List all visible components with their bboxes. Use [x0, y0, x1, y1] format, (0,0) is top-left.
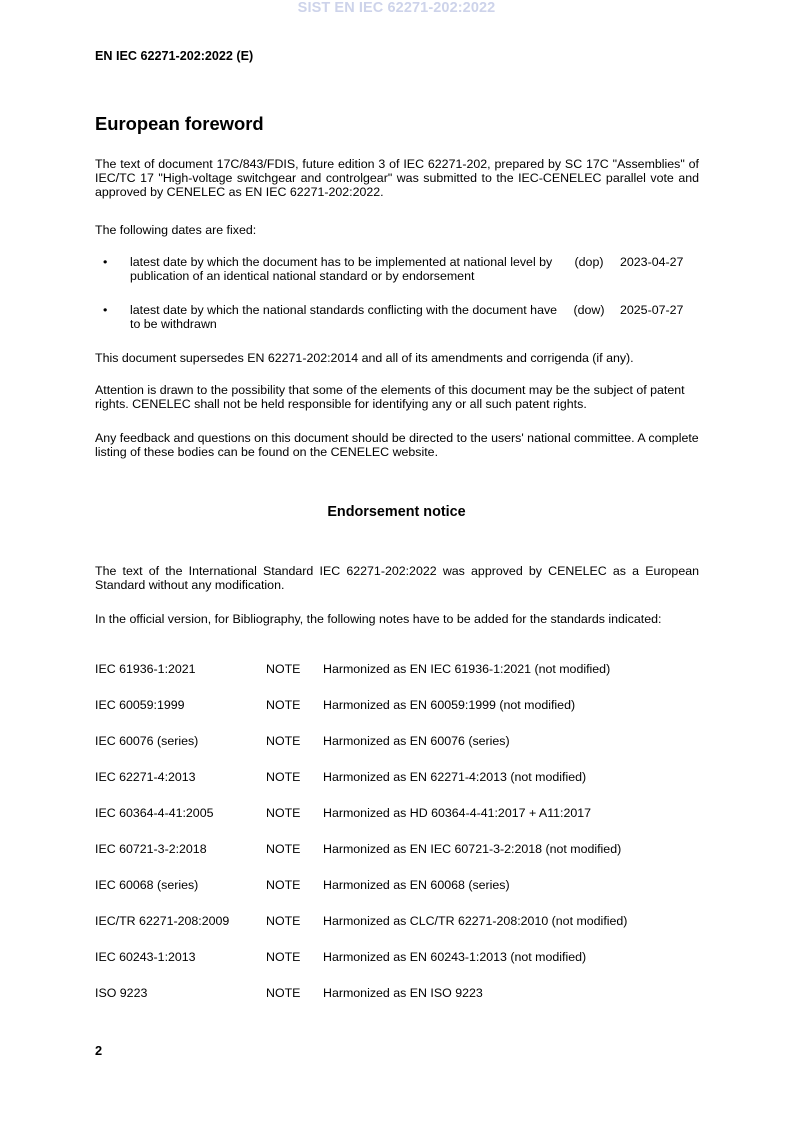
note-standard: IEC 62271-4:2013 [95, 770, 196, 784]
note-text: Harmonized as EN 60076 (series) [323, 734, 510, 748]
note-text: Harmonized as EN 60059:1999 (not modified) [323, 698, 576, 712]
note-standard: IEC 60721-3-2:2018 [95, 842, 207, 856]
note-row [95, 734, 699, 750]
date-item-text: latest date by which the document has to be implemented at national level by publication of an identical national standard or by endorsement [130, 255, 553, 283]
note-label: NOTE [266, 842, 301, 856]
note-standard: IEC/TR 62271-208:2009 [95, 914, 230, 928]
note-standard: IEC 60076 (series) [95, 734, 199, 748]
date-item-dow [95, 303, 699, 335]
bibliography-intro: In the official version, for Bibliography, the following notes have to be added for the standards indicated: [95, 612, 662, 626]
note-text: Harmonized as EN ISO 9223 [323, 986, 483, 1000]
note-standard: IEC 60068 (series) [95, 878, 199, 892]
note-label: NOTE [266, 986, 301, 1000]
note-standard: IEC 60364-4-41:2005 [95, 806, 214, 820]
bullet-icon: • [103, 255, 108, 269]
note-text: Harmonized as CLC/TR 62271-208:2010 (not modified) [323, 914, 628, 928]
note-row [95, 878, 699, 894]
date-item-dop [95, 255, 699, 287]
note-label: NOTE [266, 914, 301, 928]
note-row [95, 842, 699, 858]
date-item-text: latest date by which the national standards conflicting with the document have to be withdrawn [130, 303, 558, 331]
feedback-paragraph: Any feedback and questions on this document should be directed to the users' national committee. A complete listing of these bodies can be found on the CENELEC website. [95, 431, 699, 459]
note-standard: IEC 60059:1999 [95, 698, 185, 712]
document-id-header: EN IEC 62271-202:2022 (E) [95, 49, 254, 63]
watermark-text: SIST EN IEC 62271-202:2022 [297, 0, 496, 16]
supersedes-paragraph: This document supersedes EN 62271-202:2014 and all of its amendments and corrigenda (if any). [95, 351, 634, 365]
note-label: NOTE [266, 950, 301, 964]
note-row [95, 806, 699, 822]
note-label: NOTE [266, 770, 301, 784]
note-row [95, 950, 699, 966]
date-item-code: (dop) [574, 255, 604, 269]
endorsement-title: Endorsement notice [327, 504, 466, 520]
note-row [95, 662, 699, 678]
note-text: Harmonized as EN 60243-1:2013 (not modified) [323, 950, 587, 964]
note-standard: IEC 61936-1:2021 [95, 662, 196, 676]
note-text: Harmonized as EN IEC 60721-3-2:2018 (not modified) [323, 842, 622, 856]
note-text: Harmonized as EN IEC 61936-1:2021 (not modified) [323, 662, 611, 676]
page-title: European foreword [95, 113, 264, 134]
note-label: NOTE [266, 662, 301, 676]
note-text: Harmonized as HD 60364-4-41:2017 + A11:2017 [323, 806, 592, 820]
date-item-date: 2025-07-27 [620, 303, 684, 317]
page-number: 2 [95, 1043, 103, 1058]
note-row [95, 986, 699, 1002]
date-item-date: 2023-04-27 [620, 255, 684, 269]
note-label: NOTE [266, 878, 301, 892]
patent-paragraph: Attention is drawn to the possibility that some of the elements of this document may be the subject of patent rights. CENELEC shall not be held responsible for identifying any or all such patent rights. [95, 383, 685, 411]
note-row [95, 698, 699, 714]
note-row [95, 914, 699, 930]
date-item-code: (dow) [573, 303, 605, 317]
note-text: Harmonized as EN 62271-4:2013 (not modified) [323, 770, 587, 784]
note-label: NOTE [266, 806, 301, 820]
endorsement-paragraph: The text of the International Standard IEC 62271-202:2022 was approved by CENELEC as a European Standard without any modification. [95, 564, 699, 592]
note-standard: IEC 60243-1:2013 [95, 950, 196, 964]
note-label: NOTE [266, 698, 301, 712]
note-text: Harmonized as EN 60068 (series) [323, 878, 510, 892]
note-standard: ISO 9223 [95, 986, 148, 1000]
dates-intro: The following dates are fixed: [95, 223, 257, 237]
foreword-paragraph: The text of document 17C/843/FDIS, future edition 3 of IEC 62271-202, prepared by SC 17C "Assemblies" of IEC/TC 17 "High-voltage switchgear and controlgear" was submitted to the IEC-CENELEC parallel vote and approved by CENELEC as EN IEC 62271-202:2022. [95, 157, 699, 199]
note-row [95, 770, 699, 786]
bullet-icon: • [103, 303, 108, 317]
note-label: NOTE [266, 734, 301, 748]
